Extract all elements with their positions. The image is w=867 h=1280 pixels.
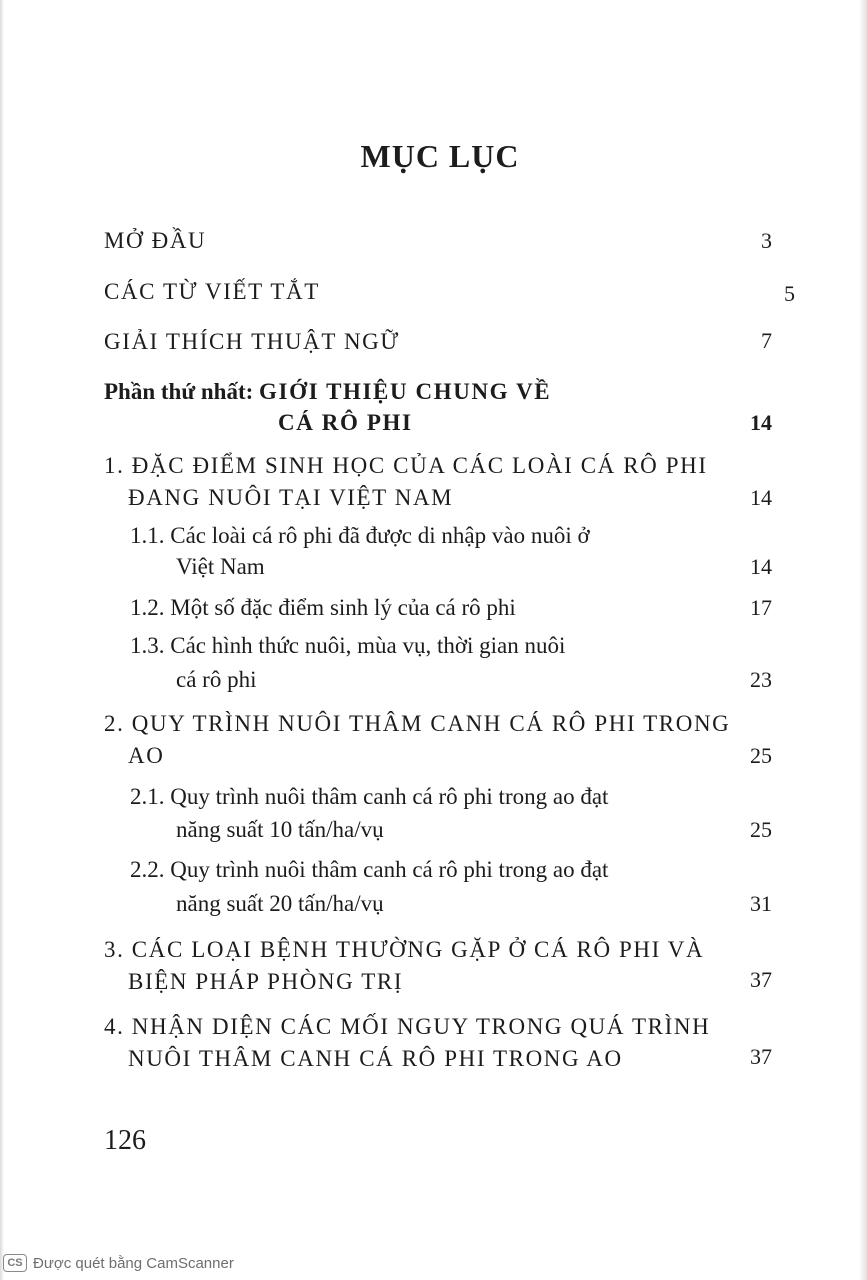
toc-section-4: 4. NHẬN DIỆN CÁC MỐI NGUY TRONG QUÁ TRÌNH bbox=[104, 1014, 711, 1039]
toc-entry-mo-dau: MỞ ĐẦU bbox=[104, 228, 207, 253]
toc-page-number: 37 bbox=[750, 1044, 772, 1069]
toc-section-3-cont: BIỆN PHÁP PHÒNG TRỊ bbox=[128, 969, 404, 994]
toc-section-1-cont: ĐANG NUÔI TẠI VIỆT NAM bbox=[128, 485, 454, 510]
toc-entry-giai-thich: GIẢI THÍCH THUẬT NGỮ bbox=[104, 329, 400, 354]
toc-section-2-2-cont: năng suất 20 tấn/ha/vụ bbox=[176, 891, 384, 916]
toc-section-2-2: 2.2. Quy trình nuôi thâm canh cá rô phi trong ao đạt bbox=[130, 857, 609, 882]
page-edge-shadow bbox=[0, 0, 4, 1280]
toc-section-2-1: 2.1. Quy trình nuôi thâm canh cá rô phi trong ao đạt bbox=[130, 784, 609, 809]
toc-section-1-3: 1.3. Các hình thức nuôi, mùa vụ, thời gian nuôi bbox=[130, 633, 566, 658]
toc-section-2: 2. QUY TRÌNH NUÔI THÂM CANH CÁ RÔ PHI TRONG bbox=[104, 711, 731, 736]
page-edge-shadow bbox=[859, 0, 867, 1280]
toc-page-number: 7 bbox=[761, 328, 772, 353]
toc-page-number: 14 bbox=[750, 554, 772, 579]
camscanner-text: Được quét bằng CamScanner bbox=[33, 1254, 234, 1272]
toc-section-4-cont: NUÔI THÂM CANH CÁ RÔ PHI TRONG AO bbox=[128, 1046, 623, 1071]
toc-page-number: 17 bbox=[750, 595, 772, 620]
toc-section-2-cont: AO bbox=[128, 743, 165, 768]
toc-section-1-3-cont: cá rô phi bbox=[176, 667, 257, 692]
toc-page-number: 37 bbox=[750, 967, 772, 992]
toc-section-1-2: 1.2. Một số đặc điểm sinh lý của cá rô phi bbox=[130, 595, 516, 620]
toc-page-number: 25 bbox=[750, 743, 772, 768]
toc-section-1-1-cont: Việt Nam bbox=[176, 554, 265, 579]
toc-page-number: 5 bbox=[784, 281, 795, 306]
toc-entry-cac-tu-viet-tat: CÁC TỪ VIẾT TẮT bbox=[104, 279, 320, 304]
toc-part-heading bbox=[104, 378, 551, 406]
toc-section-3: 3. CÁC LOẠI BỆNH THƯỜNG GẶP Ở CÁ RÔ PHI VÀ bbox=[104, 937, 705, 962]
page-number: 126 bbox=[104, 1125, 146, 1156]
toc-part-title-line2: CÁ RÔ PHI bbox=[278, 410, 413, 435]
camscanner-watermark bbox=[3, 1252, 234, 1274]
toc-page-number: 14 bbox=[750, 410, 772, 435]
toc-page-number: 23 bbox=[750, 667, 772, 692]
toc-section-1: 1. ĐẶC ĐIỂM SINH HỌC CỦA CÁC LOÀI CÁ RÔ PHI bbox=[104, 453, 708, 478]
camscanner-logo-icon: CS bbox=[3, 1254, 27, 1272]
toc-page-number: 14 bbox=[750, 485, 772, 510]
toc-page-number: 31 bbox=[750, 891, 772, 916]
page-title: MỤC LỤC bbox=[360, 138, 520, 174]
toc-page-number: 3 bbox=[761, 228, 772, 253]
toc-part-title-line1: GIỚI THIỆU CHUNG VỀ bbox=[259, 379, 552, 404]
toc-section-2-1-cont: năng suất 10 tấn/ha/vụ bbox=[176, 817, 384, 842]
toc-page-number: 25 bbox=[750, 817, 772, 842]
toc-part-prefix: Phần thứ nhất: bbox=[104, 379, 254, 404]
toc-section-1-1: 1.1. Các loài cá rô phi đã được di nhập vào nuôi ở bbox=[130, 523, 590, 548]
